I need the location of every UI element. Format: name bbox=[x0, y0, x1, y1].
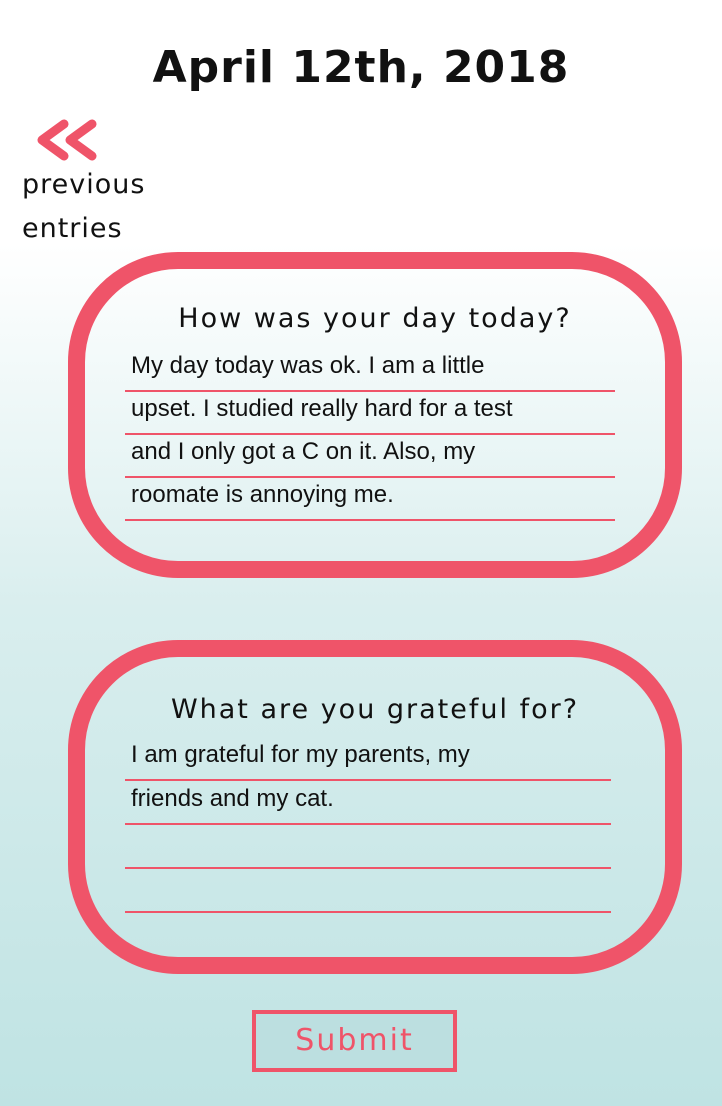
page-title: April 12th, 2018 bbox=[152, 42, 570, 93]
answer-line[interactable]: upset. I studied really hard for a test bbox=[125, 392, 615, 435]
day-question: How was your day today? bbox=[178, 303, 572, 334]
gratitude-question: What are you grateful for? bbox=[170, 694, 580, 725]
day-answer-field[interactable] bbox=[125, 349, 615, 521]
answer-line[interactable]: and I only got a C on it. Also, my bbox=[125, 435, 615, 478]
answer-line[interactable] bbox=[125, 869, 611, 913]
previous-label-line1[interactable]: previous bbox=[22, 169, 146, 200]
double-chevron-left-icon[interactable] bbox=[34, 118, 100, 162]
answer-line[interactable]: My day today was ok. I am a little bbox=[125, 349, 615, 392]
answer-line[interactable]: I am grateful for my parents, my bbox=[125, 737, 611, 781]
gratitude-answer-field[interactable] bbox=[125, 737, 611, 913]
answer-line[interactable] bbox=[125, 825, 611, 869]
day-reflection-card bbox=[68, 252, 682, 578]
submit-button[interactable]: Submit bbox=[252, 1010, 457, 1072]
gratitude-card bbox=[68, 640, 682, 974]
previous-label-line2[interactable]: entries bbox=[22, 213, 123, 244]
previous-entries-link[interactable] bbox=[22, 118, 192, 250]
answer-line[interactable]: friends and my cat. bbox=[125, 781, 611, 825]
answer-line[interactable]: roomate is annoying me. bbox=[125, 478, 615, 521]
